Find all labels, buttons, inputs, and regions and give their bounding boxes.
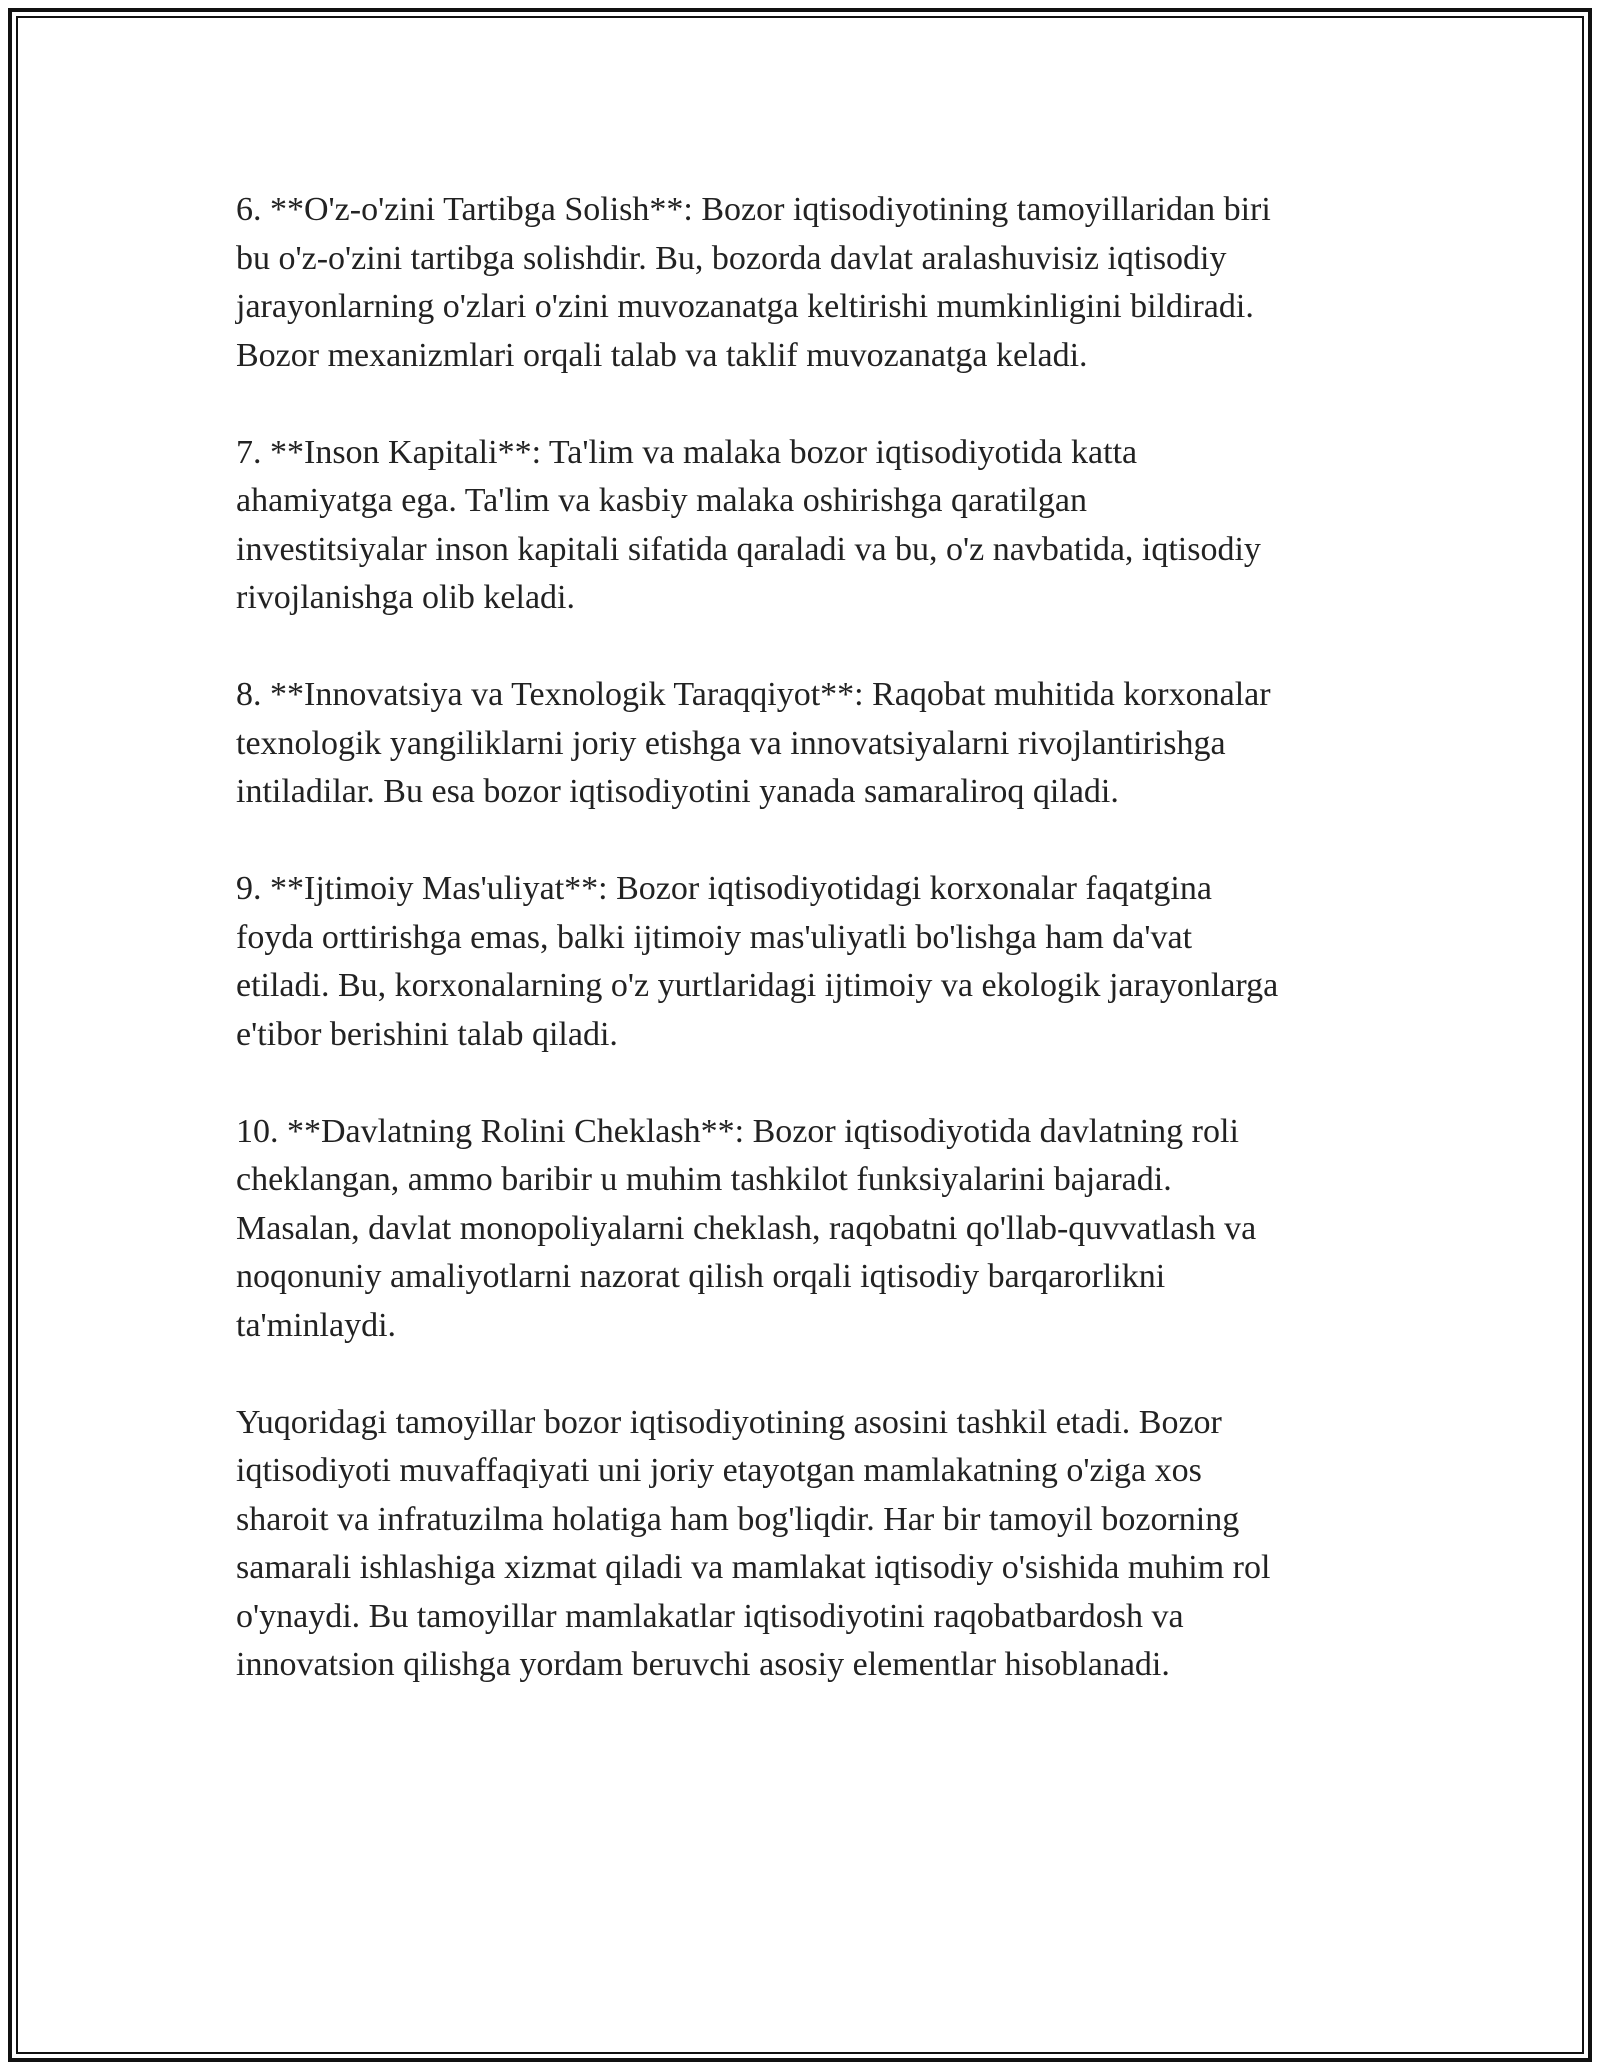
paragraph-innovation: [236, 671, 1376, 817]
text-line: Bozor mexanizmlari orqali talab va taklif muvozanatga keladi.: [236, 336, 1088, 374]
text-line: investitsiyalar inson kapitali sifatida qaraladi va bu, o'z navbatida, iqtisodiy: [236, 530, 1261, 568]
text-line: 6. **O'z-o'zini Tartibga Solish**: Bozor iqtisodiyotining tamoyillaridan biri: [236, 191, 1271, 228]
text-line: 8. **Innovatsiya va Texnologik Taraqqiyot**: Raqobat muhitida korxonalar: [236, 676, 1271, 713]
text-line: foyda orttirishga emas, balki ijtimoiy mas'uliyatli bo'lishga ham da'vat: [236, 918, 1193, 956]
paragraph-social-responsibility: [236, 865, 1376, 1059]
text-line: 9. **Ijtimoiy Mas'uliyat**: Bozor iqtisodiyotidagi korxonalar faqatgina: [236, 870, 1212, 907]
text-line: texnologik yangiliklarni joriy etishga va innovatsiyalarni rivojlantirishga: [236, 724, 1226, 762]
paragraph-state-role: [236, 1108, 1376, 1351]
text-line: etiladi. Bu, korxonalarning o'z yurtlaridagi ijtimoiy va ekologik jarayonlarga: [236, 967, 1279, 1004]
text-line: samarali ishlashiga xizmat qiladi va mamlakat iqtisodiy o'sishida muhim rol: [236, 1549, 1271, 1586]
text-line: 7. **Inson Kapitali**: Ta'lim va malaka bozor iqtisodiyotida katta: [236, 433, 1138, 471]
paragraph-self-regulation: [236, 186, 1376, 380]
text-line: Masalan, davlat monopoliyalarni cheklash, raqobatni qo'llab-quvvatlash va: [236, 1209, 1257, 1247]
text-line: cheklangan, ammo baribir u muhim tashkilot funksiyalarini bajaradi.: [236, 1161, 1172, 1198]
text-line: iqtisodiyoti muvaffaqiyati uni joriy etayotgan mamlakatning o'ziga xos: [236, 1452, 1202, 1489]
text-line: ta'minlaydi.: [236, 1306, 397, 1344]
text-line: 10. **Davlatning Rolini Cheklash**: Bozor iqtisodiyotida davlatning roli: [236, 1112, 1239, 1150]
text-line: e'tibor berishini talab qiladi.: [236, 1015, 618, 1053]
text-line: jarayonlarning o'zlari o'zini muvozanatga keltirishi mumkinligini bildiradi.: [236, 288, 1254, 325]
paragraph-conclusion: [236, 1399, 1376, 1690]
paragraph-human-capital: [236, 429, 1376, 623]
text-line: innovatsion qilishga yordam beruvchi asosiy elementlar hisoblanadi.: [236, 1646, 1170, 1683]
text-line: Yuqoridagi tamoyillar bozor iqtisodiyotining asosini tashkil etadi. Bozor: [236, 1403, 1222, 1441]
text-line: o'ynaydi. Bu tamoyillar mamlakatlar iqtisodiyotini raqobatbardosh va: [236, 1597, 1184, 1635]
text-line: intiladilar. Bu esa bozor iqtisodiyotini yanada samaraliroq qiladi.: [236, 773, 1119, 810]
document-body: [236, 186, 1376, 1738]
text-line: sharoit va infratuzilma holatiga ham bog'liqdir. Har bir tamoyil bozorning: [236, 1500, 1240, 1538]
text-line: rivojlanishga olib keladi.: [236, 579, 575, 616]
text-line: noqonuniy amaliyotlarni nazorat qilish orqali iqtisodiy barqarorlikni: [236, 1258, 1166, 1295]
text-line: ahamiyatga ega. Ta'lim va kasbiy malaka oshirishga qaratilgan: [236, 482, 1087, 519]
text-line: bu o'z-o'zini tartibga solishdir. Bu, bozorda davlat aralashuvisiz iqtisodiy: [236, 239, 1227, 277]
